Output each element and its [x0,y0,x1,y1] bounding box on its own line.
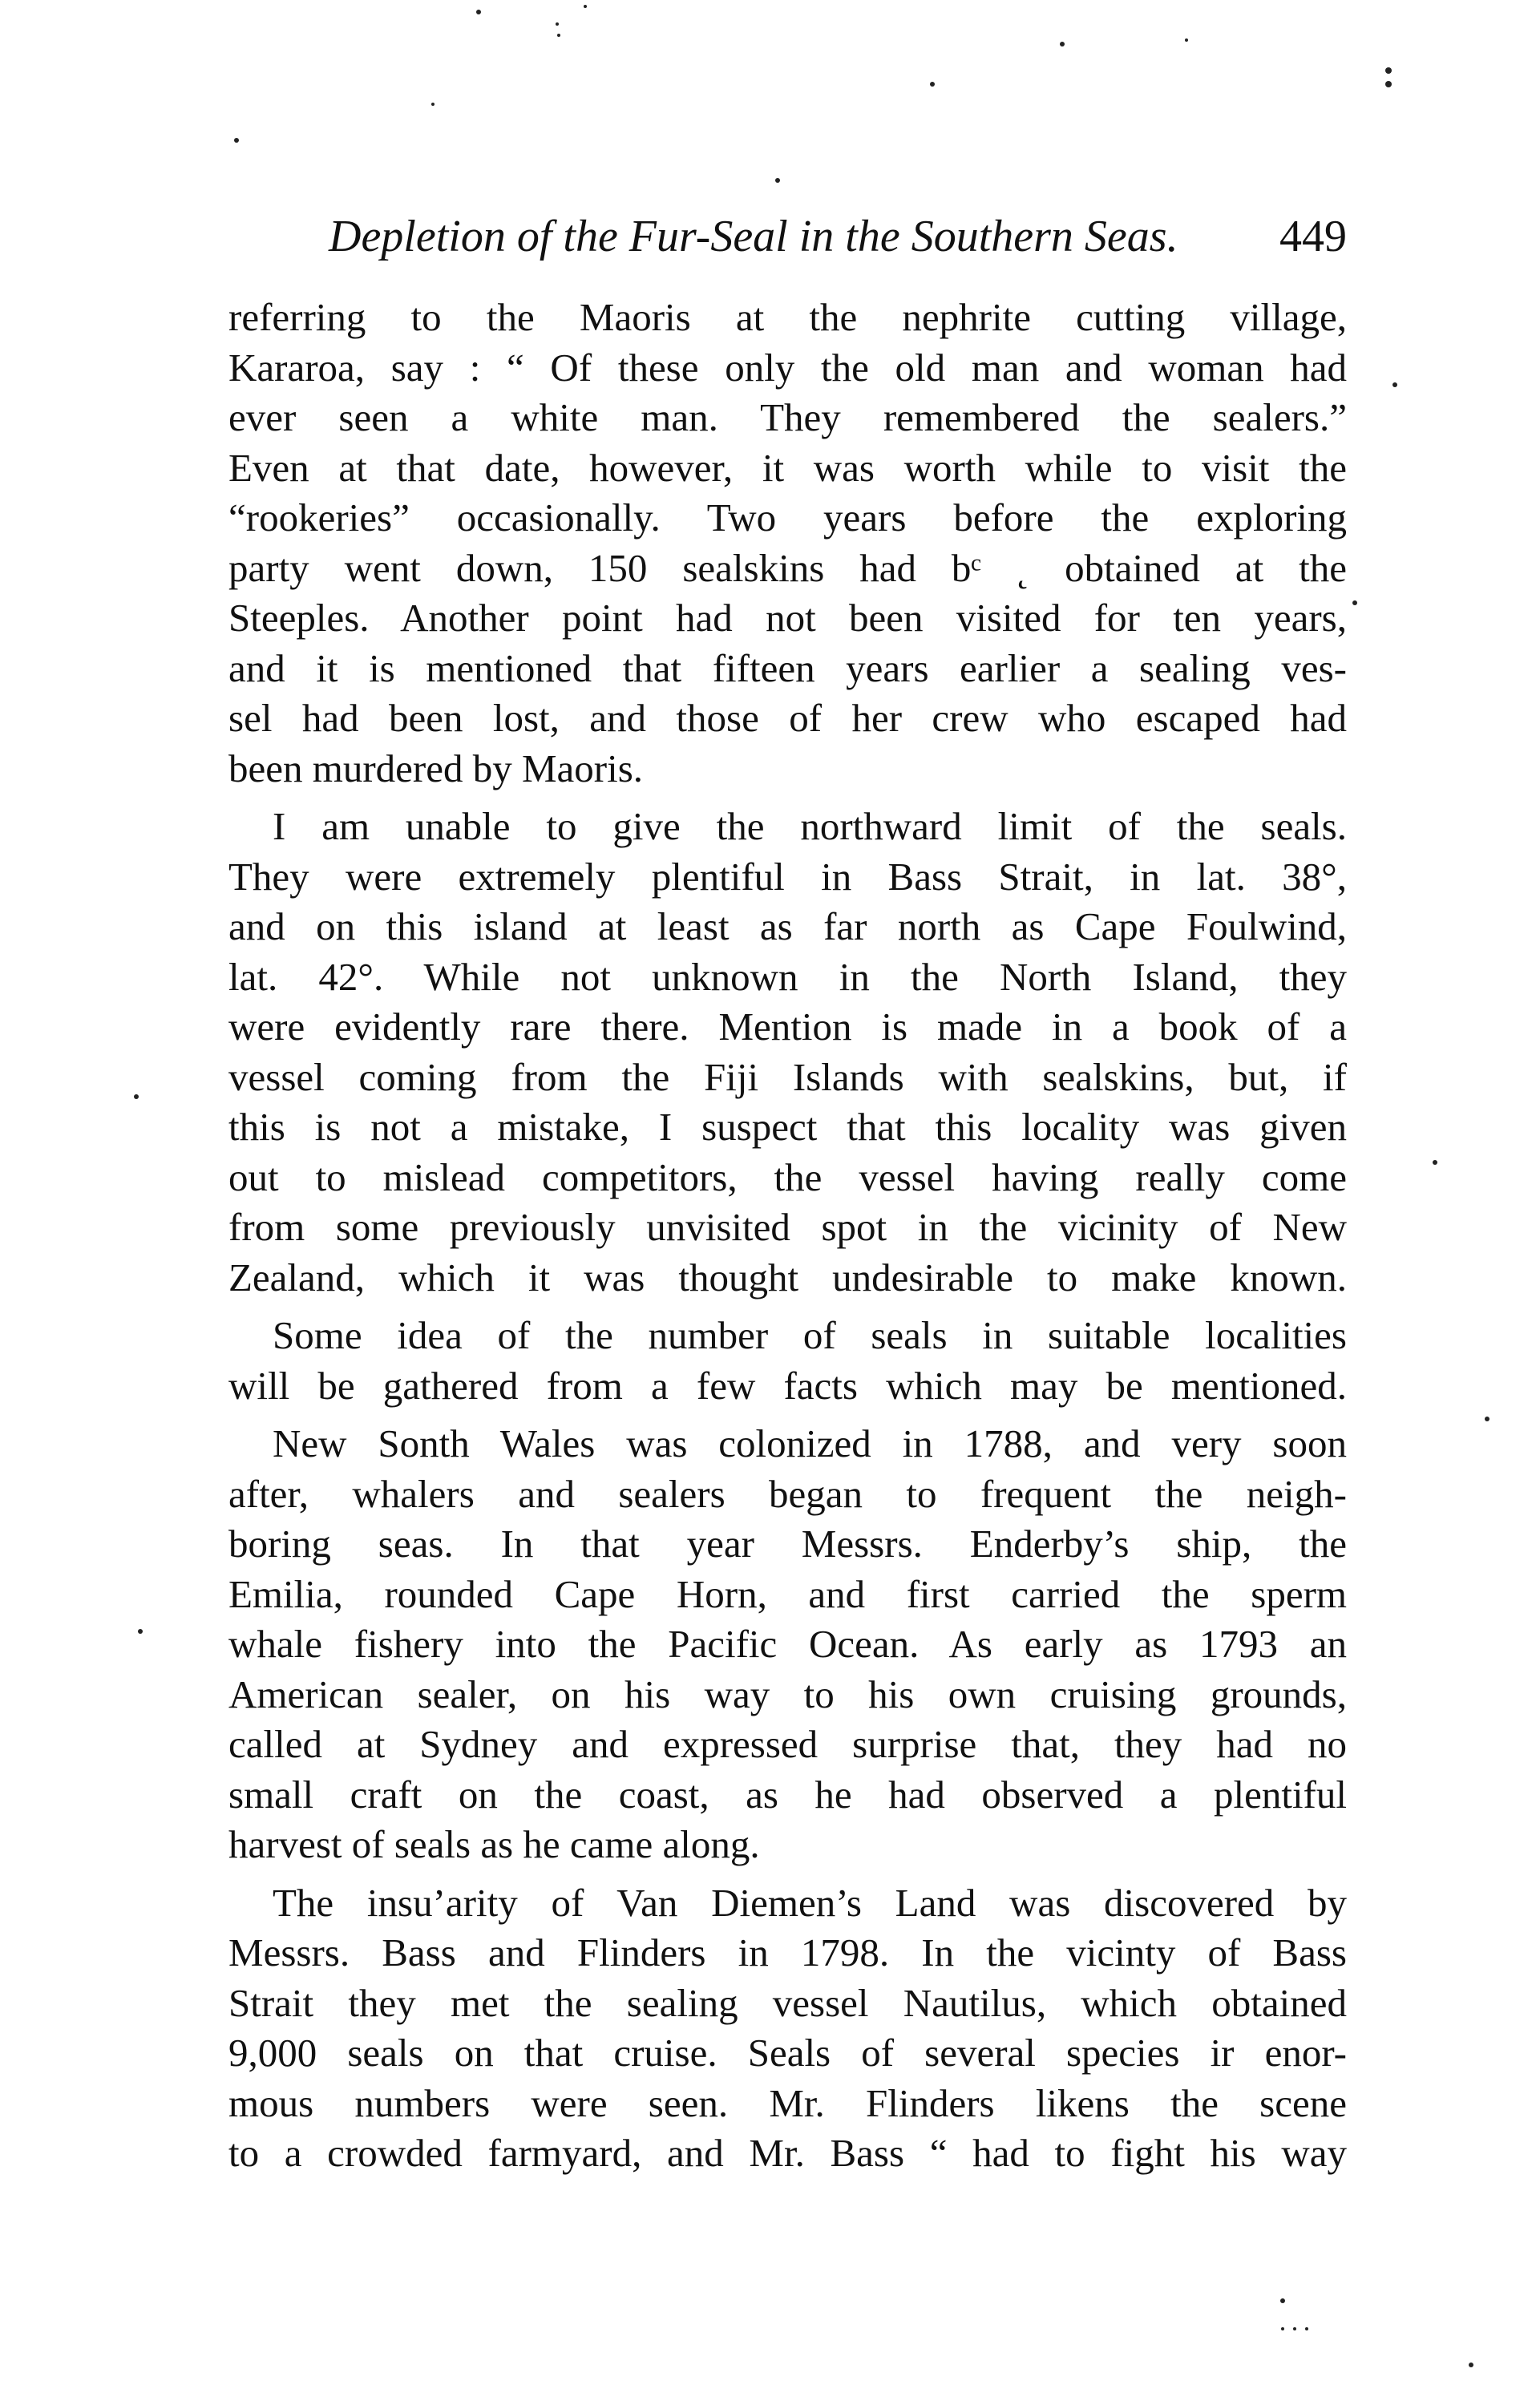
text-line: out to mislead competitors, the vessel having really come [228,1154,1347,1199]
text-line: called at Sydney and expressed surprise that, they had no [228,1722,1347,1766]
text-line: Steeples. Another point had not been visited for ten years, [228,596,1347,640]
text-line: were evidently rare there. Mention is made in a book of a [228,1004,1347,1049]
text-line: and it is mentioned that fifteen years earlier a sealing ves- [228,645,1347,690]
text-line: this is not a mistake, I suspect that this locality was given [228,1105,1347,1149]
text-line: Zealand, which it was thought undesirable to make known. [228,1255,1347,1300]
body-text [228,293,1347,2187]
text-line: The insu’arity of Van Diemen’s Land was discovered by [273,1880,1347,1925]
text-line: boring seas. In that year Messrs. Enderby’s ship, the [228,1522,1347,1566]
text-line: mous numbers were seen. Mr. Flinders likens the scene [228,2080,1347,2125]
text-line: whale fishery into the Pacific Ocean. As early as 1793 an [228,1622,1347,1666]
text-line: harvest of seals as he came along. [228,1822,760,1866]
text-line: Messrs. Bass and Flinders in 1798. In the vicinty of Bass [228,1930,1347,1975]
text-line: Even at that date, however, it was worth while to visit the [228,445,1347,490]
paragraph [228,1878,1347,2179]
text-line: will be gathered from a few facts which may be mentioned. [228,1363,1347,1408]
text-line: They were extremely plentiful in Bass Strait, in lat. 38°, [228,854,1347,899]
text-line: small craft on the coast, as he had observed a plentiful [228,1772,1347,1817]
text-line: American sealer, on his way to his own cruising grounds, [228,1671,1347,1716]
paragraph [228,802,1347,1303]
paragraph [228,1419,1347,1870]
text-line: to a crowded farmyard, and Mr. Bass “ had to fight his way [228,2131,1347,2175]
running-header [329,200,1347,273]
paragraph [228,293,1347,794]
page-number: 449 [1279,212,1347,261]
text-line: Some idea of the number of seals in suitable localities [273,1313,1347,1357]
text-line: been murdered by Maoris. [228,746,644,790]
text-line: Emilia, rounded Cape Horn, and first carried the sperm [228,1571,1347,1616]
paragraph [228,1311,1347,1411]
text-line: from some previously unvisited spot in the vicinity of New [228,1205,1347,1249]
text-line: vessel coming from the Fiji Islands with sealskins, but, if [228,1054,1347,1099]
text-line: ever seen a white man. They remembered the sealers.” [228,395,1347,439]
text-line: 9,000 seals on that cruise. Seals of several species ir enor- [228,2031,1347,2075]
text-line: lat. 42°. While not unknown in the North Island, they [228,954,1347,999]
text-line: and on this island at least as far north as Cape Foulwind, [228,904,1347,948]
text-line: after, whalers and sealers began to frequent the neigh- [228,1471,1347,1516]
text-line: I am unable to give the northward limit of the seals. [273,804,1347,848]
text-line: Strait they met the sealing vessel Nautilus, which obtained [228,1980,1347,2025]
text-line: New Sonth Wales was colonized in 1788, and very soon [273,1421,1347,1465]
running-title: Depletion of the Fur-Seal in the Southern Seas. [329,212,1178,261]
text-line: party went down, 150 sealskins had bᶜ ˛ obtained at the [228,545,1347,590]
text-line: referring to the Maoris at the nephrite cutting village, [228,295,1347,339]
text-line: sel had been lost, and those of her crew who escaped had [228,696,1347,740]
text-line: “rookeries” occasionally. Two years before the exploring [228,495,1347,540]
text-line: Kararoa, say : “ Of these only the old man and woman had [228,345,1347,390]
